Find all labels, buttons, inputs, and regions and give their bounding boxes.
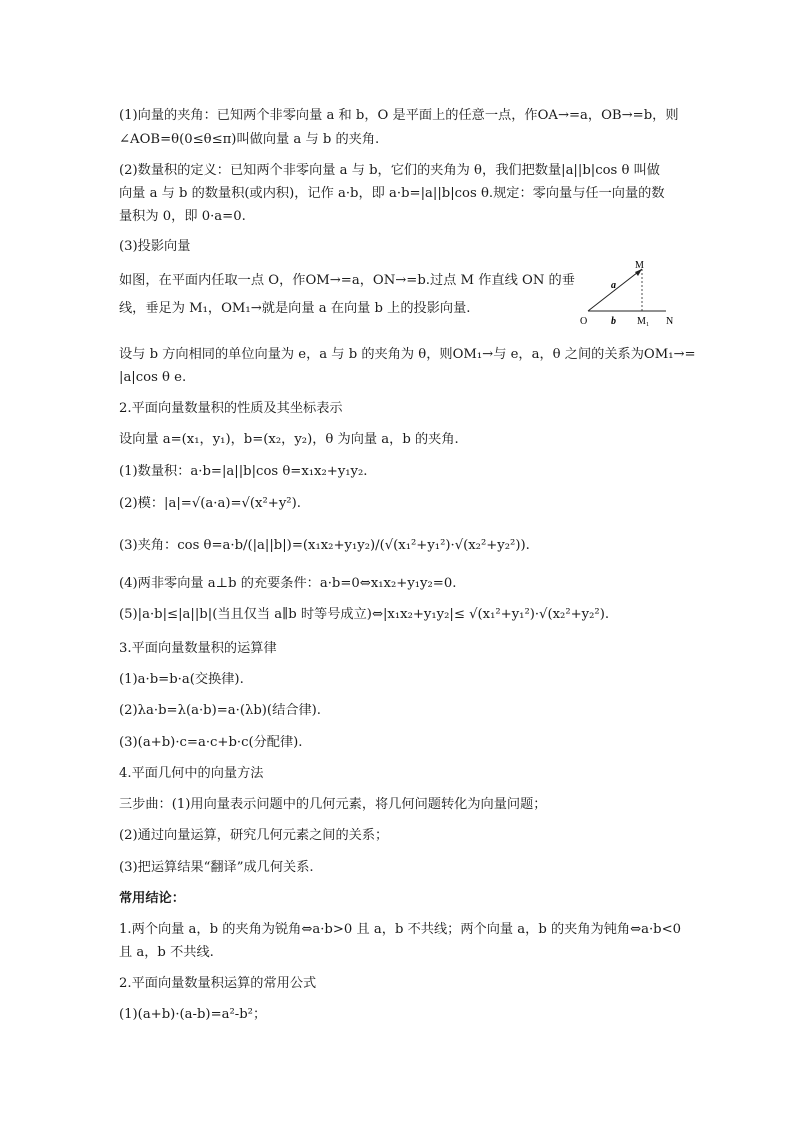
text-line: 设与 b 方向相同的单位向量为 e，a 与 b 的夹角为 θ，则OM₁→与 e，a，θ 之间的关系为OM₁→= (119, 347, 696, 362)
projection-figure (578, 256, 688, 328)
text-line: |a|cos θ e. (119, 370, 187, 385)
text-line: (1)向量的夹角：已知两个非零向量 a 和 b，O 是平面上的任意一点，作OA→=a，OB→=b，则 (119, 108, 679, 123)
text-line: (1)a·b=b·a(交换律). (119, 672, 244, 687)
text-line: (2)数量积的定义：已知两个非零向量 a 与 b，它们的夹角为 θ，我们把数量|a||b|cos θ 叫做 (119, 163, 660, 178)
text-line: 设向量 a=(x₁，y₁)，b=(x₂，y₂)，θ 为向量 a，b 的夹角. (119, 432, 459, 447)
text-line: 1.两个向量 a，b 的夹角为锐角⇔a·b>0 且 a，b 不共线；两个向量 a，b 的夹角为钝角⇔a·b<0 (119, 922, 682, 937)
text-line: (3)夹角：cos θ=a·b/(|a||b|)=(x₁x₂+y₁y₂)/(√(x₁²+y₁²)·√(x₂²+y₂²)). (119, 538, 530, 553)
label-b: b (611, 316, 616, 327)
text-line: (2)通过向量运算，研究几何元素之间的关系； (119, 828, 389, 843)
text-line: (4)两非零向量 a⊥b 的充要条件：a·b=0⇔x₁x₂+y₁y₂=0. (119, 576, 457, 591)
conclusion-heading: 常用结论： (119, 891, 185, 906)
text-line: (2)模：|a|=√(a·a)=√(x²+y²). (119, 496, 301, 511)
text-line: (3)(a+b)·c=a·c+b·c(分配律). (119, 735, 303, 750)
label-m: M (635, 260, 644, 271)
label-m1: M₁ (637, 316, 650, 327)
text-line: 如图，在平面内任取一点 O，作OM→=a，ON→=b.过点 M 作直线 ON 的垂 (119, 273, 575, 288)
section-heading: (3)投影向量 (119, 239, 191, 254)
text-line: (1)数量积：a·b=|a||b|cos θ=x₁x₂+y₁y₂. (119, 464, 368, 479)
section-heading: 4.平面几何中的向量方法 (119, 766, 264, 781)
text-line: 且 a，b 不共线. (119, 945, 214, 960)
label-o: O (580, 316, 588, 327)
text-line: 向量 a 与 b 的数量积(或内积)，记作 a·b，即 a·b=|a||b|cos θ.规定：零向量与任一向量的数 (119, 186, 665, 201)
text-line: ∠AOB=θ(0≤θ≤π)叫做向量 a 与 b 的夹角. (119, 132, 380, 147)
text-line: (3)把运算结果“翻译”成几何关系. (119, 860, 314, 875)
section-heading: 3.平面向量数量积的运算律 (119, 641, 277, 656)
label-n: N (666, 316, 674, 327)
label-a: a (611, 280, 616, 291)
text-line: (5)|a·b|≤|a||b|(当且仅当 a∥b 时等号成立)⇔|x₁x₂+y₁y₂|≤ √(x₁²+y₁²)·√(x₂²+y₂²). (119, 607, 610, 622)
section-heading: 2.平面向量数量积的性质及其坐标表示 (119, 401, 343, 416)
text-line: 线，垂足为 M₁，OM₁→就是向量 a 在向量 b 上的投影向量. (119, 301, 471, 316)
text-line: (2)λa·b=λ(a·b)=a·(λb)(结合律). (119, 703, 321, 718)
text-line: 三步曲：(1)用向量表示问题中的几何元素，将几何问题转化为向量问题； (119, 797, 547, 812)
text-line: 量积为 0，即 0·a=0. (119, 209, 246, 224)
text-line: (1)(a+b)·(a-b)=a²-b²； (119, 1007, 267, 1022)
text-line: 2.平面向量数量积运算的常用公式 (119, 976, 317, 991)
